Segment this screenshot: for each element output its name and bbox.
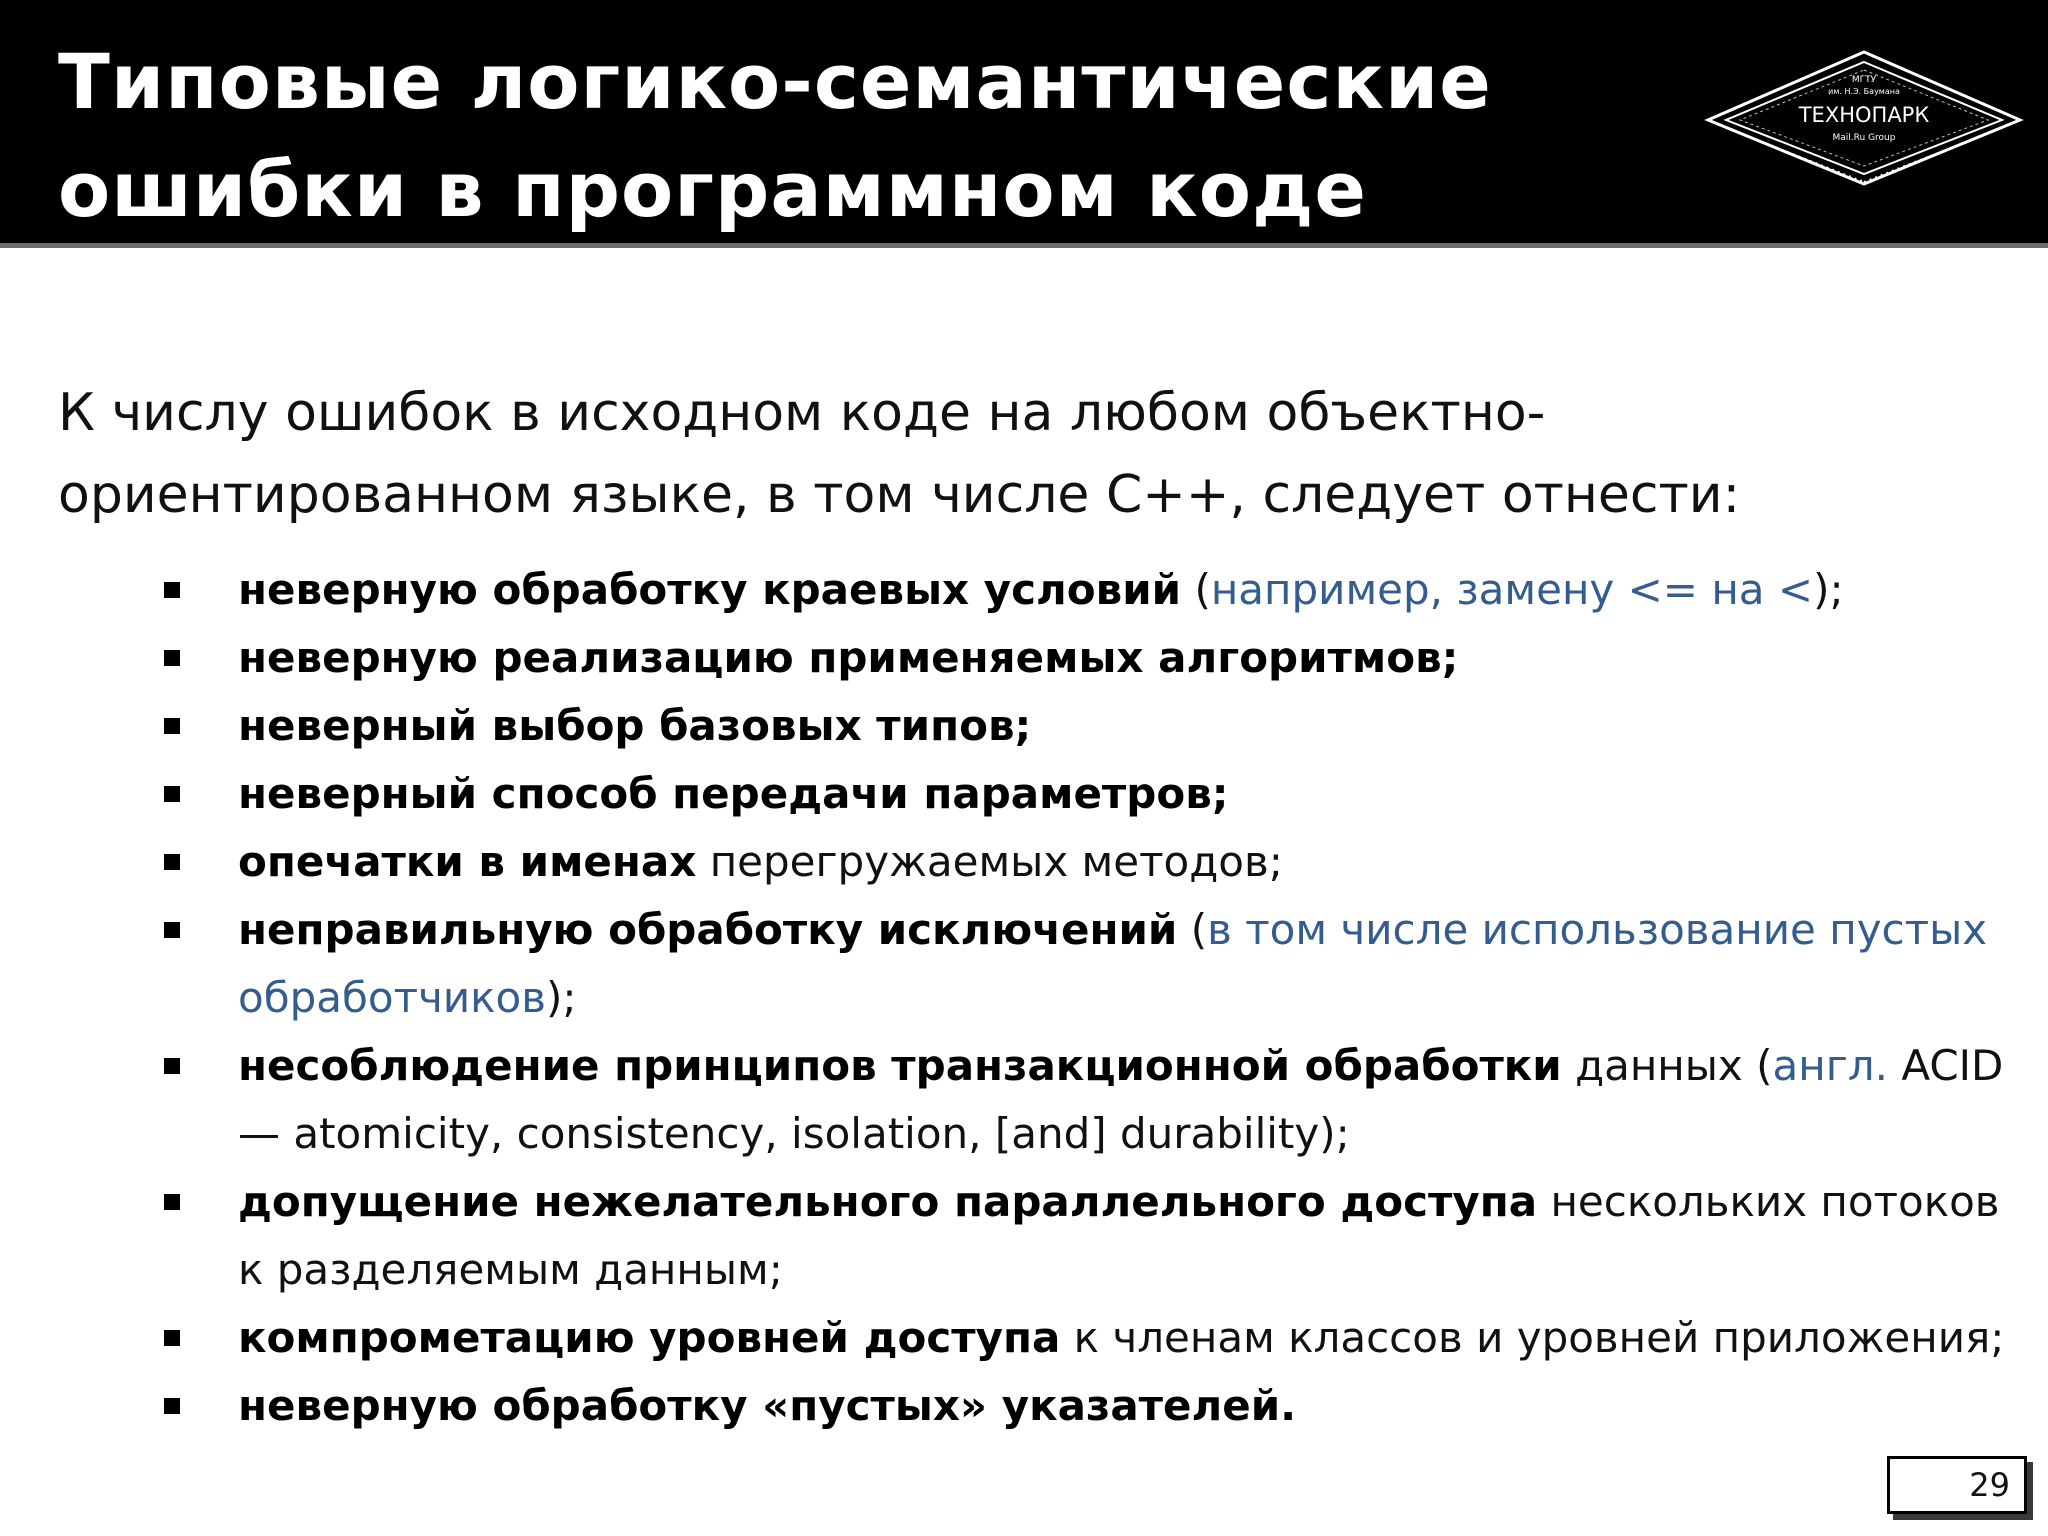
bullet-square-icon (164, 854, 180, 870)
intro-line-2: ориентированном языке, в том числе C++, следует отнести: (58, 465, 1741, 525)
list-item: неверную реализацию применяемых алгоритмов; (0, 624, 2048, 692)
intro-line-1: К числу ошибок в исходном коде на любом объектно- (58, 383, 1546, 443)
list-item: неверную обработку краевых условий (например, замену <= на <); (0, 556, 2048, 624)
error-list (0, 556, 2048, 1440)
list-item: неверный способ передачи параметров; (0, 760, 2048, 828)
slide-header (0, 0, 2048, 248)
list-item: несоблюдение принципов транзакционной обработки данных (англ. ACID — atomicity, consistency, isolation, [and] durability); (0, 1032, 2048, 1168)
bullet-square-icon (164, 1398, 180, 1414)
list-item: допущение нежелательного параллельного доступа нескольких потоков к разделяемым данным; (0, 1168, 2048, 1304)
list-item: компрометацию уровней доступа к членам классов и уровней приложения; (0, 1304, 2048, 1372)
logo-top-text: МГТУ (1851, 75, 1877, 85)
bullet-square-icon (164, 718, 180, 734)
title-line-1: Типовые логико-семантические (58, 37, 1492, 126)
page-number-box (1887, 1456, 2027, 1514)
list-item: неверную обработку «пустых» указателей. (0, 1372, 2048, 1440)
bullet-square-icon (164, 922, 180, 938)
list-item: опечатки в именах перегружаемых методов; (0, 828, 2048, 896)
bullet-square-icon (164, 1330, 180, 1346)
list-item: неверный выбор базовых типов; (0, 692, 2048, 760)
bullet-square-icon (164, 786, 180, 802)
bullet-square-icon (164, 1194, 180, 1210)
title-line-2: ошибки в программном коде (58, 145, 1367, 234)
technopark-logo (1704, 48, 2024, 188)
bullet-square-icon (164, 650, 180, 666)
list-item: неправильную обработку исключений (в том числе использование пустых обработчиков); (0, 896, 2048, 1032)
slide-title (58, 28, 1658, 244)
logo-sub-text: им. Н.Э. Баумана (1828, 87, 1900, 96)
bullet-square-icon (164, 1058, 180, 1074)
bullet-square-icon (164, 582, 180, 598)
logo-brand-text: Mail.Ru Group (1832, 133, 1896, 143)
intro-paragraph (58, 372, 1958, 536)
logo-name-text: ТЕХНОПАРК (1798, 103, 1930, 127)
page-number: 29 (1969, 1466, 2010, 1504)
